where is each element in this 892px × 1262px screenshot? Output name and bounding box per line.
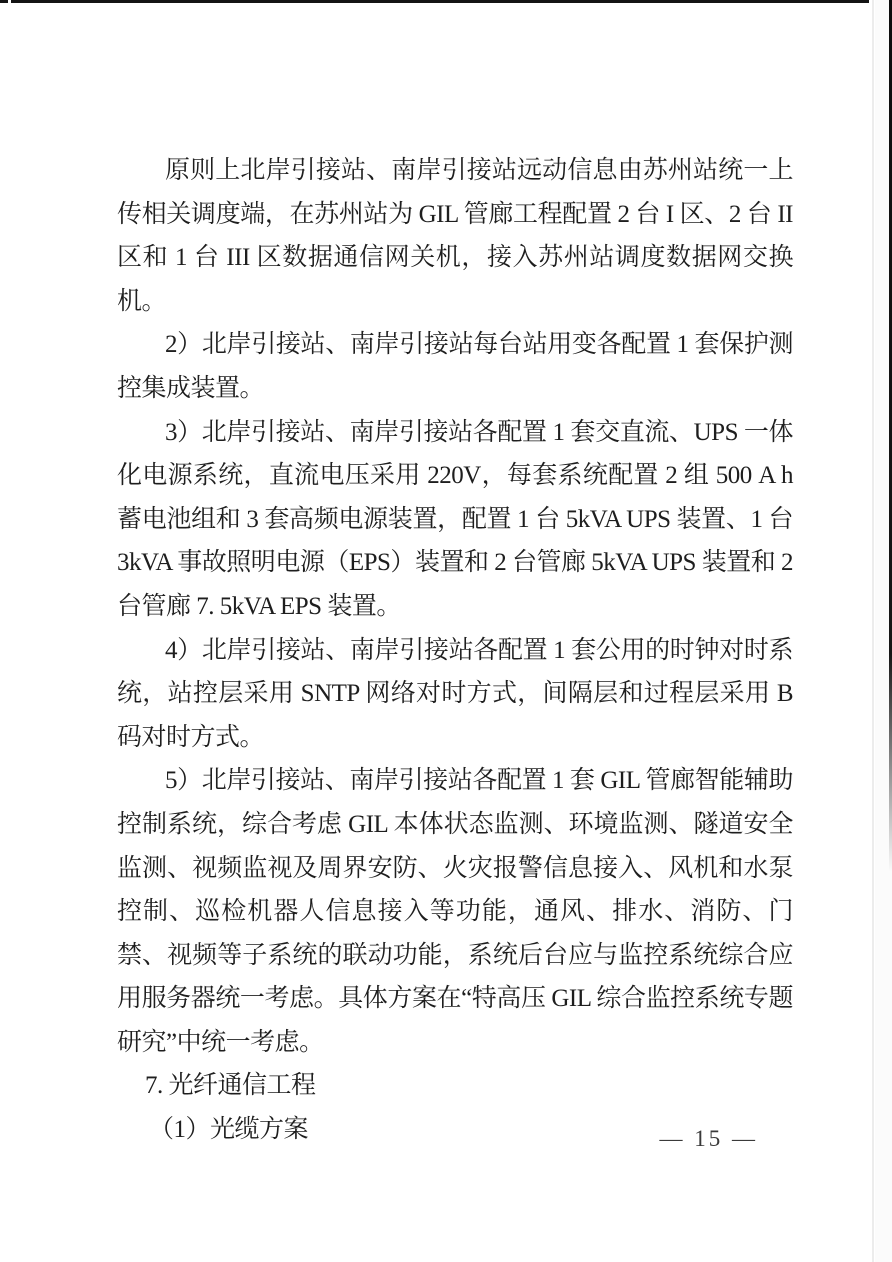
paragraph-intro: 原则上北岸引接站、南岸引接站远动信息由苏州站统一上传相关调度端，在苏州站为 GIL 管廊工程配置 2 台 I 区、2 台 II 区和 1 台 III 区数据通信网关机，接入苏州站调度数据网交换机。 bbox=[117, 157, 793, 315]
paragraph-item-3: 3）北岸引接站、南岸引接站各配置 1 套交直流、UPS 一体化电源系统，直流电压采用 220V，每套系统配置 2 组 500 A h 蓄电池组和 3 套高频电源装置，配置 1 台 5kVA UPS 装置、1 台 3kVA 事故照明电源（EPS）装置和 2 台管廊 5kVA UPS 装置和 2 台管廊 7. 5kVA EPS 装置。 bbox=[117, 418, 793, 620]
paragraph-item-2: 2）北岸引接站、南岸引接站每台站用变各配置 1 套保护测控集成装置。 bbox=[117, 331, 793, 402]
subsection-heading-1: （1）光缆方案 bbox=[149, 1116, 309, 1144]
page-number: — 15 — bbox=[659, 1126, 758, 1151]
scan-right-soft-line bbox=[872, 0, 874, 1262]
scan-edge-top-notch bbox=[8, 0, 11, 3]
document-body bbox=[117, 149, 793, 1152]
paragraph-item-4: 4）北岸引接站、南岸引接站各配置 1 套公用的时钟对时系统，站控层采用 SNTP 网络对时方式，间隔层和过程层采用 B 码对时方式。 bbox=[117, 636, 793, 751]
section-heading-7: 7. 光纤通信工程 bbox=[145, 1072, 316, 1100]
scan-edge-top bbox=[0, 0, 869, 3]
paragraph-item-5: 5）北岸引接站、南岸引接站各配置 1 套 GIL 管廊智能辅助控制系统，综合考虑 GIL 本体状态监测、环境监测、隧道安全监测、视频监视及周界安防、火灾报警信息接入、风机和水泵控制、巡检机器人信息接入等功能，通风、排水、消防、门禁、视频等子系统的联动功能，系统后台应与监控系统综合应用服务器统一考虑。具体方案在“特高压 GIL 综合监控系统专题研究”中统一考虑。 bbox=[117, 767, 793, 1056]
